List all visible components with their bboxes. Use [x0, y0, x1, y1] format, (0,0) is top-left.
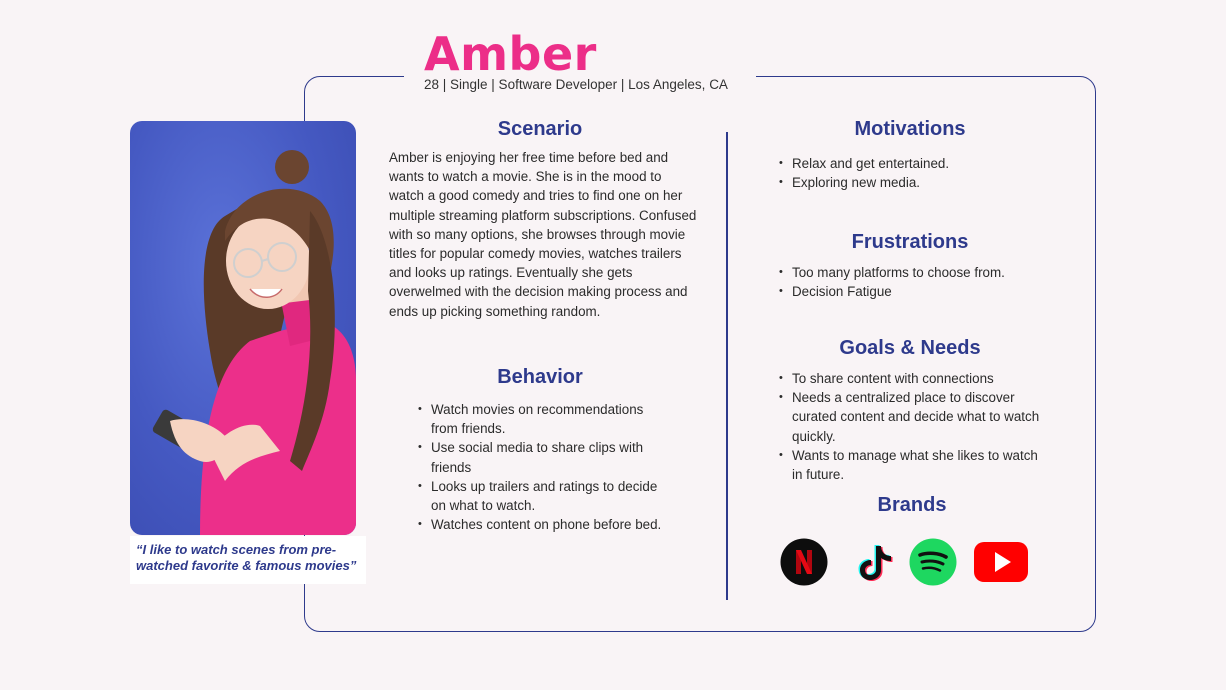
behavior-item: • Looks up trailers and ratings to decide on what to watch. — [418, 477, 670, 515]
scenario-text: Amber is enjoying her free time before bed and wants to watch a movie. She is in the mood to watch a good comedy and tries to find one on her multiple streaming platform subscriptions. Confused with so many options, she browses through movie titles for popular comedy movies, watches trailers and looks up ratings. Eventually she gets overwelmed with the decision making process and ends up picking something random. — [389, 150, 697, 319]
persona-subtitle: 28 | Single | Software Developer | Los Angeles, CA — [424, 77, 728, 92]
youtube-icon — [973, 538, 1029, 586]
behavior-item: • Watch movies on recommendations from friends. — [418, 400, 670, 438]
goal-item: • Wants to manage what she likes to watch in future. — [779, 446, 1044, 484]
motivation-item: • Relax and get entertained. — [779, 154, 1049, 173]
motivation-item: • Exploring new media. — [779, 173, 1049, 192]
tiktok-icon — [850, 538, 898, 586]
frustrations-list — [779, 263, 1049, 301]
behavior-item: • Use social media to share clips with friends — [418, 438, 670, 476]
brands-heading: Brands — [877, 494, 947, 516]
behavior-list — [418, 400, 670, 534]
motivations-heading: Motivations — [854, 118, 966, 140]
frustration-item: • Decision Fatigue — [779, 282, 1049, 301]
behavior-item: • Watches content on phone before bed. — [418, 515, 670, 534]
persona-quote: “I like to watch scenes from pre-watched favorite & famous movies” — [136, 542, 357, 573]
netflix-icon — [780, 538, 828, 586]
scenario-heading: Scenario — [497, 118, 583, 140]
frustration-item: • Too many platforms to choose from. — [779, 263, 1049, 282]
goals-list — [779, 369, 1044, 484]
column-divider — [726, 132, 728, 600]
goal-item: • To share content with connections — [779, 369, 1044, 388]
persona-illustration — [130, 121, 356, 535]
goal-item: • Needs a centralized place to discover curated content and decide what to watch quickly. — [779, 388, 1044, 446]
persona-photo — [130, 121, 356, 535]
behavior-heading: Behavior — [497, 366, 583, 388]
goals-heading: Goals & Needs — [839, 337, 981, 359]
motivations-list — [779, 154, 1049, 192]
spotify-icon — [909, 538, 957, 586]
persona-name: Amber — [424, 27, 597, 81]
frustrations-heading: Frustrations — [851, 231, 969, 253]
